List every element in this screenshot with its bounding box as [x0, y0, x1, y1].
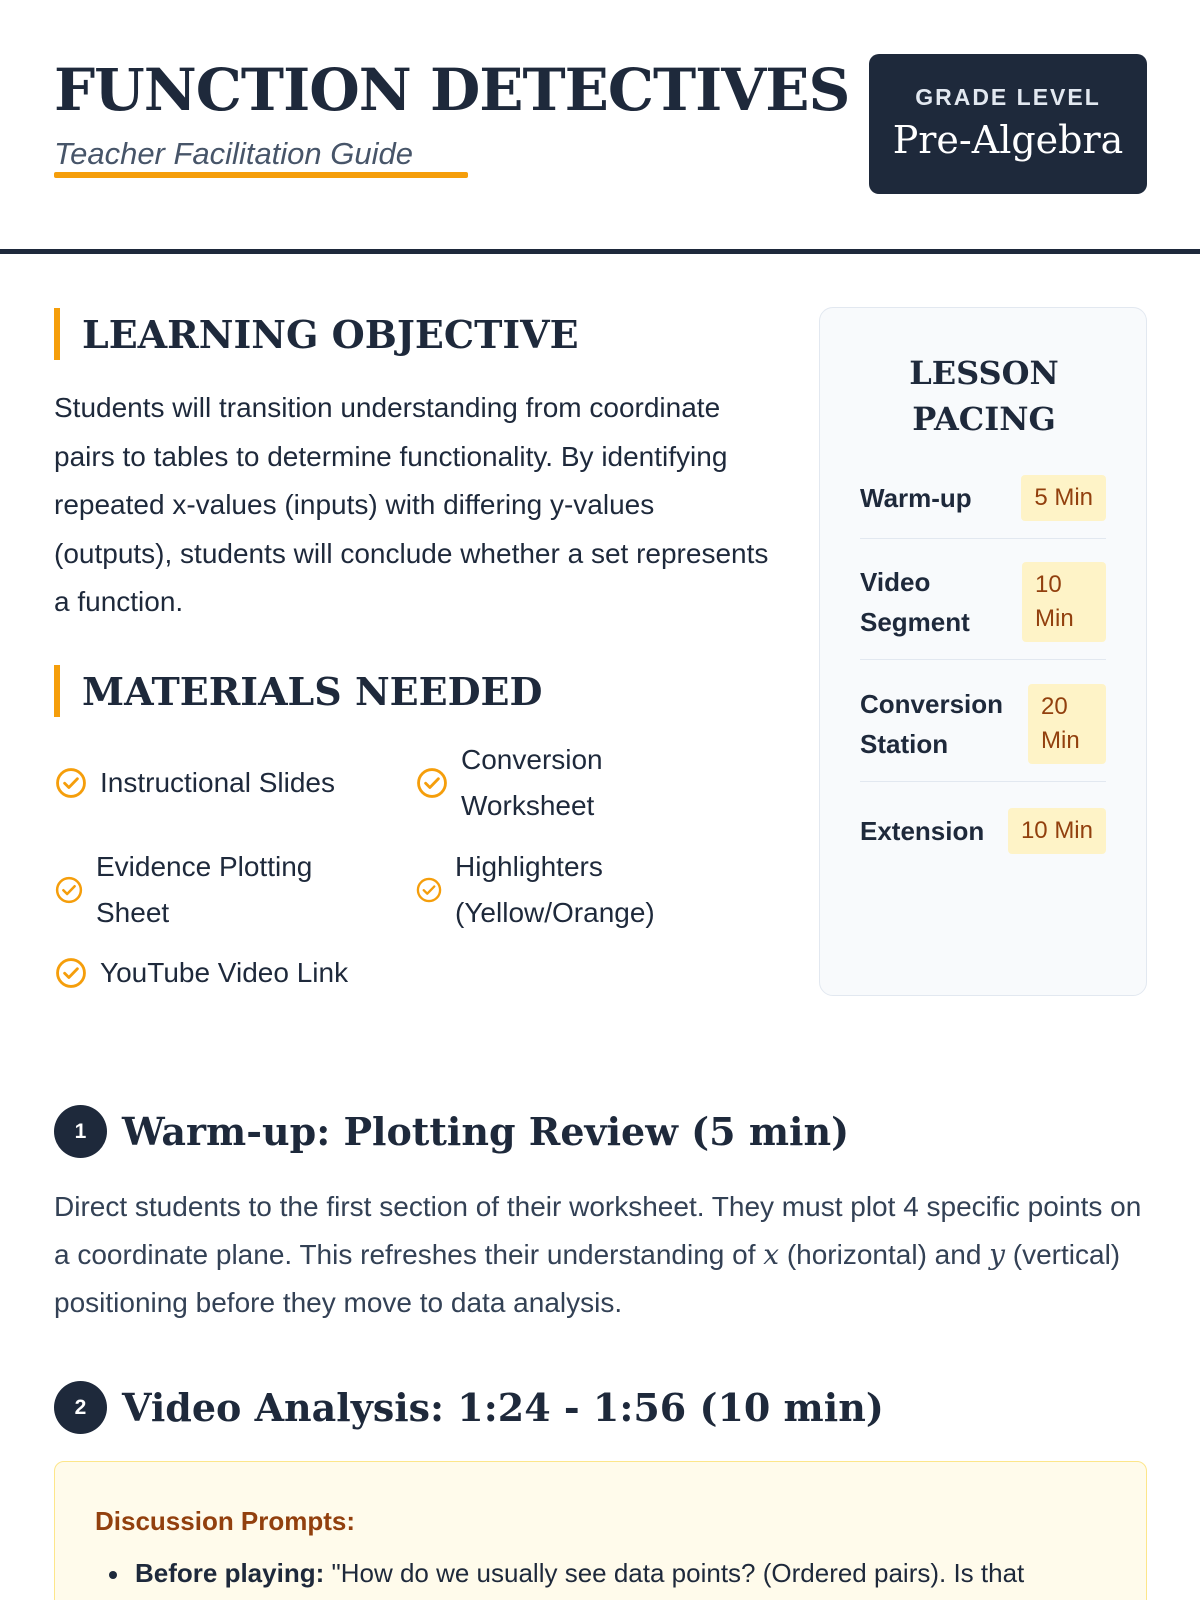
- check-circle-icon: [415, 766, 449, 800]
- check-circle-icon: [54, 956, 88, 990]
- step-1-heading: [54, 1105, 849, 1158]
- step-2-heading: [54, 1381, 884, 1434]
- material-item: [415, 844, 715, 936]
- check-circle-icon: [415, 876, 443, 904]
- material-item: [54, 950, 348, 996]
- pacing-time-badge: 10 Min: [1008, 808, 1106, 854]
- material-label: Evidence Plotting Sheet: [96, 851, 313, 928]
- learning-objective-title: LEARNING OBJECTIVE: [82, 311, 579, 357]
- materials-title: MATERIALS NEEDED: [82, 668, 543, 714]
- material-item: [54, 760, 335, 806]
- pacing-time-badge: 20 Min: [1028, 684, 1106, 764]
- step-1-text-start: Direct students to the first section of their worksheet. They must plot 4 specific points on a coordinate plane. This refreshes their understanding of: [54, 1191, 1142, 1270]
- pacing-label: Conversion Station: [860, 688, 1004, 759]
- lesson-pacing-title: LESSON PACING: [909, 354, 1059, 438]
- material-item: [415, 737, 655, 829]
- pacing-time-badge: 10 Min: [1022, 562, 1106, 642]
- discussion-prompts-box: [54, 1461, 1147, 1600]
- variable-x: x: [763, 1238, 780, 1271]
- pacing-row: [860, 465, 1106, 539]
- lesson-pacing-card: [819, 307, 1147, 996]
- discussion-prompt-text: "How do we usually see data points? (Ordered pairs). Is that: [324, 1558, 1025, 1588]
- step-1-text-mid: (horizontal) and: [779, 1239, 990, 1270]
- variable-y: y: [989, 1238, 1005, 1271]
- subtitle-underline: [54, 172, 468, 178]
- pacing-row: [860, 795, 1106, 867]
- page-subtitle: Teacher Facilitation Guide: [54, 136, 413, 171]
- pacing-row: [860, 666, 1106, 782]
- step-title: Warm-up: Plotting Review (5 min): [122, 1109, 850, 1154]
- discussion-prompts-title: Discussion Prompts:: [95, 1506, 356, 1536]
- pacing-label: Extension: [860, 816, 985, 846]
- check-circle-icon: [54, 766, 88, 800]
- step-number-badge: 1: [54, 1105, 107, 1158]
- pacing-row: [860, 544, 1106, 660]
- material-label: Highlighters (Yellow/Orange): [455, 851, 655, 928]
- check-circle-icon: [54, 875, 84, 905]
- learning-objective-heading: [54, 308, 579, 360]
- page-header: [0, 0, 1200, 254]
- pacing-label: Warm-up: [860, 482, 972, 513]
- step-1-text-end: (vertical) positioning before they move to data analysis.: [54, 1239, 1121, 1318]
- materials-heading: [54, 665, 542, 717]
- page-title: FUNCTION DETECTIVES: [54, 56, 850, 124]
- step-1-body: [54, 1183, 1154, 1327]
- grade-level-badge: [869, 54, 1147, 194]
- grade-level-label: GRADE LEVEL: [915, 84, 1101, 110]
- step-number-badge: 2: [54, 1381, 107, 1434]
- material-label: Instructional Slides: [100, 767, 336, 798]
- pacing-label: Video Segment: [860, 566, 970, 637]
- discussion-prompt-label: Before playing:: [135, 1558, 325, 1588]
- material-label: YouTube Video Link: [100, 957, 349, 988]
- learning-objective-text: Students will transition understanding from coordinate pairs to tables to determine functionality. By identifying repeated x-values (inputs) with differing y-values (outputs), students will conclude whether a set represents a function.: [54, 392, 769, 617]
- discussion-prompt-item: [135, 1558, 1024, 1589]
- step-title: Video Analysis: 1:24 - 1:56 (10 min): [122, 1385, 884, 1430]
- material-label: Conversion Worksheet: [461, 744, 603, 821]
- grade-level-value: Pre-Algebra: [892, 118, 1124, 162]
- pacing-time-badge: 5 Min: [1021, 475, 1106, 521]
- material-item: [54, 844, 374, 936]
